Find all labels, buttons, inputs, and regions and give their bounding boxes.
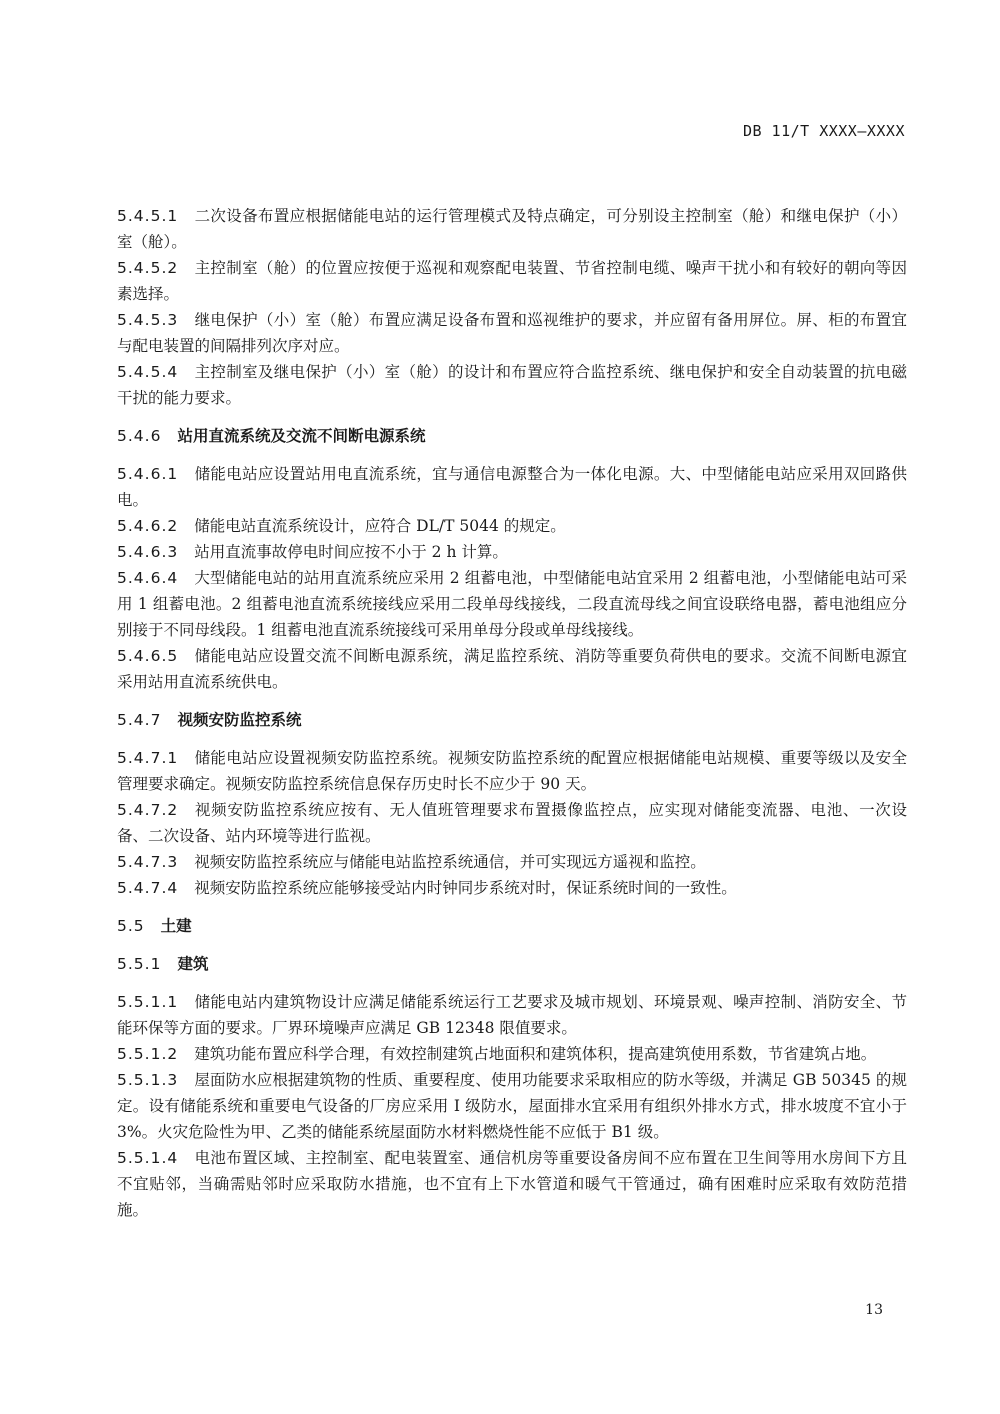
page-number: 13 (865, 1302, 883, 1318)
section-number: 5.4.7 (117, 711, 162, 729)
clause-number: 5.4.5.1 (117, 207, 179, 225)
section-number: 5.5.1 (117, 955, 162, 973)
section-number: 5.5 (117, 917, 145, 935)
clause-paragraph (117, 875, 907, 901)
clause-text: 电池布置区域、主控制室、配电装置室、通信机房等重要设备房间不应布置在卫生间等用水房间下方且不宜贴邻，当确需贴邻时应采取防水措施，也不宜有上下水管道和暖气干管通过，确有困难时应采取有效防范措施。 (117, 1149, 907, 1219)
clause-paragraph (117, 255, 907, 307)
clause-text: 二次设备布置应根据储能电站的运行管理模式及特点确定，可分别设主控制室（舱）和继电保护（小）室（舱）。 (117, 207, 907, 251)
clause-text: 储能电站直流系统设计，应符合 DL/T 5044 的规定。 (194, 517, 566, 535)
clause-number: 5.4.7.1 (117, 749, 179, 767)
clause-number: 5.5.1.2 (117, 1045, 179, 1063)
clause-number: 5.4.6.1 (117, 465, 179, 483)
section-heading (117, 913, 907, 939)
clause-number: 5.4.5.3 (117, 311, 179, 329)
clause-text: 视频安防监控系统应与储能电站监控系统通信，并可实现远方遥视和监控。 (194, 853, 706, 871)
document-body (117, 203, 907, 1223)
clause-text: 储能电站应设置站用电直流系统，宜与通信电源整合为一体化电源。大、中型储能电站应采用双回路供电。 (117, 465, 907, 509)
clause-paragraph (117, 989, 907, 1041)
clause-number: 5.4.6.5 (117, 647, 179, 665)
clause-text: 屋面防水应根据建筑物的性质、重要程度、使用功能要求采取相应的防水等级，并满足 GB 50345 的规定。设有储能系统和重要电气设备的厂房应采用 I 级防水，屋面排水宜采用有组织外排水方式，排水坡度不宜小于 3%。火灾危险性为甲、乙类的储能系统屋面防水材料燃烧性能不应低于 B1 级。 (117, 1071, 907, 1141)
clause-text: 视频安防监控系统应按有、无人值班管理要求布置摄像监控点，应实现对储能变流器、电池、一次设备、二次设备、站内环境等进行监视。 (117, 801, 907, 845)
clause-paragraph (117, 1145, 907, 1223)
section-title: 站用直流系统及交流不间断电源系统 (177, 427, 426, 445)
clause-text: 主控制室及继电保护（小）室（舱）的设计和布置应符合监控系统、继电保护和安全自动装置的抗电磁干扰的能力要求。 (117, 363, 907, 407)
clause-number: 5.4.5.2 (117, 259, 179, 277)
clause-text: 继电保护（小）室（舱）布置应满足设备布置和巡视维护的要求，并应留有备用屏位。屏、柜的布置宜与配电装置的间隔排列次序对应。 (117, 311, 907, 355)
section-heading (117, 707, 907, 733)
clause-text: 视频安防监控系统应能够接受站内时钟同步系统对时，保证系统时间的一致性。 (194, 879, 737, 897)
clause-number: 5.4.6.2 (117, 517, 179, 535)
section-heading (117, 951, 907, 977)
clause-paragraph (117, 797, 907, 849)
clause-text: 站用直流事故停电时间应按不小于 2 h 计算。 (194, 543, 508, 561)
clause-paragraph (117, 565, 907, 643)
section-title: 视频安防监控系统 (177, 711, 302, 729)
clause-text: 储能电站应设置视频安防监控系统。视频安防监控系统的配置应根据储能电站规模、重要等级以及安全管理要求确定。视频安防监控系统信息保存历史时长不应少于 90 天。 (117, 749, 907, 793)
clause-paragraph (117, 1041, 907, 1067)
clause-paragraph (117, 461, 907, 513)
clause-paragraph (117, 643, 907, 695)
clause-paragraph (117, 849, 907, 875)
clause-number: 5.4.6.4 (117, 569, 179, 587)
clause-number: 5.4.5.4 (117, 363, 179, 381)
clause-paragraph (117, 513, 907, 539)
clause-number: 5.5.1.4 (117, 1149, 179, 1167)
section-title: 土建 (160, 917, 192, 935)
clause-number: 5.5.1.1 (117, 993, 179, 1011)
section-number: 5.4.6 (117, 427, 162, 445)
section-title: 建筑 (177, 955, 209, 973)
clause-number: 5.4.7.2 (117, 801, 179, 819)
clause-text: 建筑功能布置应科学合理，有效控制建筑占地面积和建筑体积，提高建筑使用系数，节省建筑占地。 (194, 1045, 877, 1063)
clause-number: 5.4.7.4 (117, 879, 179, 897)
clause-paragraph (117, 307, 907, 359)
clause-paragraph (117, 1067, 907, 1145)
clause-number: 5.5.1.3 (117, 1071, 179, 1089)
clause-paragraph (117, 203, 907, 255)
clause-text: 大型储能电站的站用直流系统应采用 2 组蓄电池，中型储能电站宜采用 2 组蓄电池，小型储能电站可采用 1 组蓄电池。2 组蓄电池直流系统接线应采用二段单母线接线，二段直流母线之间宜设联络电器，蓄电池组应分别接于不同母线段。1 组蓄电池直流系统接线可采用单母分段或单母线接线。 (117, 569, 907, 639)
clause-paragraph (117, 745, 907, 797)
document-code-header: DB 11/T XXXX—XXXX (742, 122, 905, 140)
clause-number: 5.4.7.3 (117, 853, 179, 871)
clause-paragraph (117, 359, 907, 411)
clause-text: 储能电站内建筑物设计应满足储能系统运行工艺要求及城市规划、环境景观、噪声控制、消防安全、节能环保等方面的要求。厂界环境噪声应满足 GB 12348 限值要求。 (117, 993, 907, 1037)
clause-paragraph (117, 539, 907, 565)
clause-text: 储能电站应设置交流不间断电源系统，满足监控系统、消防等重要负荷供电的要求。交流不间断电源宜采用站用直流系统供电。 (117, 647, 907, 691)
clause-number: 5.4.6.3 (117, 543, 179, 561)
section-heading (117, 423, 907, 449)
clause-text: 主控制室（舱）的位置应按便于巡视和观察配电装置、节省控制电缆、噪声干扰小和有较好的朝向等因素选择。 (117, 259, 907, 303)
